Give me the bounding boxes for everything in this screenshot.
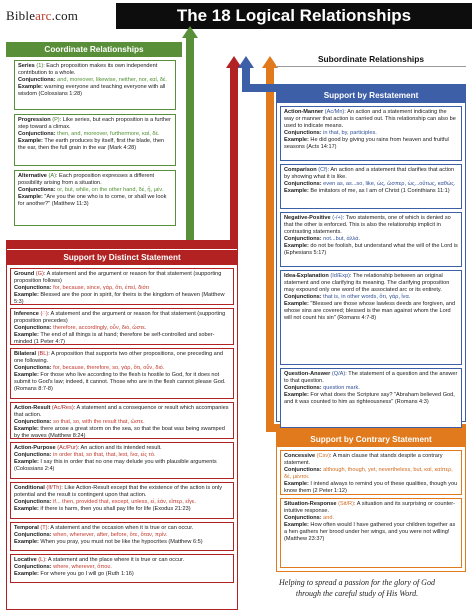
page-title: The 18 Logical Relationships (116, 3, 472, 29)
conjunctions-label: Conjunctions: (14, 532, 52, 538)
contrary-heading: Support by Contrary Statement (276, 432, 466, 447)
restatement-heading: Support by Restatement (276, 88, 466, 103)
conjunctions-list: although, though, yet, nevertheless, but, καί, καίπερ, δέ, μέντοι. (284, 467, 453, 480)
red-arrow-bar (6, 240, 238, 248)
relationship-abbr: (Ac/Mn) (324, 109, 345, 115)
conjunctions-label: Conjunctions: (284, 294, 322, 300)
relationship-definition: : A statement and the argument or reason for that statement (supporting proposition precedes) (14, 311, 226, 324)
relationship-name: Action-Manner (284, 109, 324, 115)
relationship-abbr: (L) (38, 557, 46, 563)
example-label: Example: (284, 243, 309, 249)
conjunctions-label: Conjunctions: (284, 515, 322, 521)
red-arrow-stem (230, 67, 238, 243)
example-text: For those who live according to the flesh is hostile to God, for it does not submit to God's law; indeed, it cannot. Those who are in the flesh cannot please God. (Romans 8:7-8) (14, 372, 226, 392)
relationship-name: Situation-Response (284, 501, 337, 507)
relationship-abbr: (BL) (37, 351, 49, 357)
conjunctions-label: Conjunctions: (14, 499, 52, 505)
relationship-name: Ground (14, 271, 35, 277)
subordinate-heading: Subordinate Relationships (276, 52, 466, 67)
relationship-definition: : A statement and a consequence or result which accompanies that action. (14, 405, 229, 418)
relationship-definition: : Two statements, one of which is denied so that the other is enforced. This is also the relationship implicit in contrasting statements. (284, 215, 451, 235)
relationship-definition: : A statement and the argument or reason for that statement (supporting proposition follows) (14, 271, 222, 284)
relationship-abbr: (Ac/Res) (51, 405, 74, 411)
relationship-name: Concessive (284, 453, 316, 459)
relationship-name: Comparison (284, 167, 317, 173)
relationship-name: Conditional (14, 485, 45, 491)
relationship-name: Locative (14, 557, 37, 563)
conjunctions-list: not...but, ἀλλά. (321, 236, 361, 242)
conjunctions-list: for, because, therefore, so, γάρ, ὅτι, οὖν, διό. (51, 365, 165, 371)
example-text: Be imitators of me, as I am of Christ (1 Corinthians 11:1) (308, 188, 450, 194)
example-text: He did good by giving you rains from heaven and fruitful seasons (Acts 14:17) (284, 137, 449, 150)
relationship-box (280, 270, 462, 365)
relationship-abbr: (G) (35, 271, 44, 277)
example-label: Example: (14, 372, 39, 378)
relationship-definition: : A proposition that supports two other propositions, one preceding and one following. (14, 351, 223, 364)
relationship-box (280, 498, 462, 568)
relationship-abbr: (Id/Exp) (330, 273, 350, 279)
alternative-box: Alternative (A): Each proposition expresses a different possibility arising from a situation. Conjunctions: or, but, while, on the other hand, δέ, ἤ, μέν. Example: "Are you the one who is to come, or shall we look for another?" (Matthew 11:3) (14, 170, 176, 226)
conjunctions-list: so that, so, with the result that, ὥστε. (51, 419, 145, 425)
example-text: if there is harm, then you shall pay life for life (Exodus 21:23) (38, 506, 191, 512)
example-text: "Blessed are those whose lawless deeds are forgiven, and whose sins are covered; blessed is the man against whom the Lord will not count his sin" (Romans 4:7-8) (284, 301, 456, 321)
conjunctions-list: even as, as...so, like, ὡς, ὥσπερ, ὡς...οὕτως, καθώς. (321, 181, 456, 187)
footer-line-2: through the careful study of His Word. (295, 589, 419, 598)
relationship-definition: : The statement of a question and the answer to that question. (284, 371, 458, 384)
conjunctions-list: when, whenever, after, before, ὅτε, ὅταν, πρίν. (51, 532, 168, 538)
example-text: Blessed are the poor in spirit, for theirs is the kingdom of heaven (Matthew 5:3) (14, 292, 225, 305)
example-text: When you pray, you must not be like the hypocrites (Matthew 6:5) (38, 539, 203, 545)
relationship-definition: : An action and a statement that clarifies that action by showing what it is like. (284, 167, 455, 180)
example-label: Example: (284, 301, 309, 307)
series-box: Series (1): Each proposition makes its own independent contribution to a whole. Conjunctions: and, moreover, likewise, neither, nor, καί, δέ. Example: warning everyone and teaching everyone with all wisdom (Colossians 1:28) (14, 60, 176, 110)
conjunctions-label: Conjunctions: (14, 285, 52, 291)
relationship-definition: : Like Action-Result except that the existence of the action is only potential and the result is contingent upon that action. (14, 485, 223, 498)
relationship-name: Question-Answer (284, 371, 331, 377)
relationship-definition: : An action and a statement indicating the way or manner that action is carried out. This relationship can also be used to indicate means. (284, 109, 456, 129)
relationship-abbr: (Ac/Pur) (57, 445, 78, 451)
relationship-definition: : A statement and the occasion when it is true or can occur. (47, 525, 194, 531)
coordinate-heading: Coordinate Relationships (6, 42, 182, 57)
orange-arrow-stem (266, 67, 274, 431)
relationship-definition: : The relationship between an original statement and one clarifying its meaning. The clarifying proposition may expound only one word of the associated arc or its entirety. (284, 273, 450, 293)
relationship-abbr: (Cf) (318, 167, 328, 173)
relationship-name: Negative-Positive (284, 215, 331, 221)
example-label: Example: (284, 481, 309, 487)
example-label: Example: (14, 292, 39, 298)
relationship-abbr: (Csv) (316, 453, 331, 459)
example-label: Example: (14, 539, 39, 545)
relationship-definition: : A situation and its surprising or counter-intuitive response. (284, 501, 456, 514)
conjunctions-label: Conjunctions: (14, 452, 52, 458)
relationship-name: Idea-Explanation (284, 273, 329, 279)
example-label: Example: (284, 188, 309, 194)
relationship-name: Action-Result (14, 405, 51, 411)
example-label: Example: (14, 506, 39, 512)
relationship-abbr: (If/Th) (46, 485, 62, 491)
relationship-abbr: (T) (40, 525, 48, 531)
example-text: I say this in order that no one may delude you with plausible arguments (Colossians 2:4) (14, 459, 217, 472)
conjunctions-label: Conjunctions: (284, 181, 322, 187)
conjunctions-label: Conjunctions: (284, 385, 322, 391)
relationship-box (10, 554, 234, 583)
relationship-box (280, 368, 462, 428)
relationship-definition: : A statement and the place where it is true or can occur. (45, 557, 185, 563)
conjunctions-label: Conjunctions: (14, 564, 52, 570)
relationship-name: Inference (14, 311, 39, 317)
conjunctions-list: for, because, since, γάρ, ὅτι, ἐπεί, διότι (51, 285, 149, 291)
example-label: Example: (14, 426, 39, 432)
example-text: The end of all things is at hand; therefore be self-controlled and sober-minded (1 Peter 4:7) (14, 332, 215, 345)
example-text: For what does the Scripture say? "Abraham believed God, and it was counted to him as righteousness" (Romans 4:3) (284, 392, 455, 405)
conjunctions-list: in that, by, participles. (321, 130, 377, 136)
relationship-name: Bilateral (14, 351, 37, 357)
relationship-box (280, 164, 462, 209)
conjunctions-list: therefore, accordingly, οὖν, διό, ὥστε. (51, 325, 147, 331)
relationship-abbr: (Q/A) (331, 371, 346, 377)
relationship-box (10, 522, 234, 551)
example-label: Example: (284, 137, 309, 143)
relationship-box (10, 268, 234, 305)
green-arrow-stem (186, 37, 194, 247)
conjunctions-list: where, wherever, ὅπου. (51, 564, 112, 570)
conjunctions-list: in order that, so that, that, lest, ἵνα, εἰς τό. (51, 452, 156, 458)
conjunctions-list: and. (321, 515, 335, 521)
example-text: do not be foolish, but understand what the will of the Lord is (Ephesians 5:17) (284, 243, 458, 256)
conjunctions-label: Conjunctions: (14, 419, 52, 425)
relationship-box (10, 308, 234, 345)
relationship-box (10, 402, 234, 439)
conjunctions-label: Conjunctions: (284, 236, 322, 242)
relationship-name: Temporal (14, 525, 39, 531)
relationship-abbr: (-/+) (332, 215, 343, 221)
conjunctions-label: Conjunctions: (284, 467, 322, 473)
relationship-box (10, 348, 234, 399)
conjunctions-list: if... then, provided that, except, unless, εἰ, ἐάν, εἴπερ, εἴγε. (51, 499, 196, 505)
example-label: Example: (14, 459, 39, 465)
example-text: For where you go I will go (Ruth 1:16) (38, 571, 134, 577)
conjunctions-label: Conjunctions: (284, 130, 322, 136)
example-label: Example: (14, 571, 39, 577)
example-label: Example: (284, 392, 309, 398)
conjunctions-list: that is, in other words, ὅτι, γάρ, ἵνα. (321, 294, 411, 300)
progression-box: Progression (P): Like series, but each proposition is a further step toward a climax. Conjunctions: then, and, moreover, furthermore, καί, δέ. Example: The earth produces by itself, first the blade, then the ear, then the full grain in the ear (Mark 4:28) (14, 114, 176, 166)
footer-line-1: Helping to spread a passion for the glory of God (279, 578, 435, 587)
example-text: How often would I have gathered your children together as a hen gathers her brood under her wings, and you were not willing! (Matthew 23:37) (284, 522, 456, 542)
footer-tagline (244, 577, 470, 599)
conjunctions-list: question mark. (321, 385, 360, 391)
conjunctions-label: Conjunctions: (14, 325, 52, 331)
example-text: there arose a great storm on the sea, so that the boat was being swamped by the waves (Matthew 8:24) (14, 426, 225, 439)
relationship-definition: : A main clause that stands despite a contrary statement. (284, 453, 443, 466)
example-text: I intend always to remind you of these qualities, though you know them (2 Peter 1:12) (284, 481, 458, 494)
example-label: Example: (14, 332, 39, 338)
relationship-box (280, 450, 462, 495)
relationship-box (280, 106, 462, 161)
biblearc-logo[interactable]: Biblearc.com (6, 8, 79, 23)
relationship-name: Action-Purpose (14, 445, 56, 451)
relationship-box (280, 212, 462, 267)
example-label: Example: (284, 522, 309, 528)
relationship-box (10, 482, 234, 519)
conjunctions-label: Conjunctions: (14, 365, 52, 371)
relationship-abbr: (Sit/R) (338, 501, 354, 507)
relationship-abbr: (∴) (40, 311, 48, 317)
relationship-definition: : An action and its intended result. (77, 445, 162, 451)
relationship-box (10, 442, 234, 479)
distinct-heading: Support by Distinct Statement (6, 250, 238, 265)
